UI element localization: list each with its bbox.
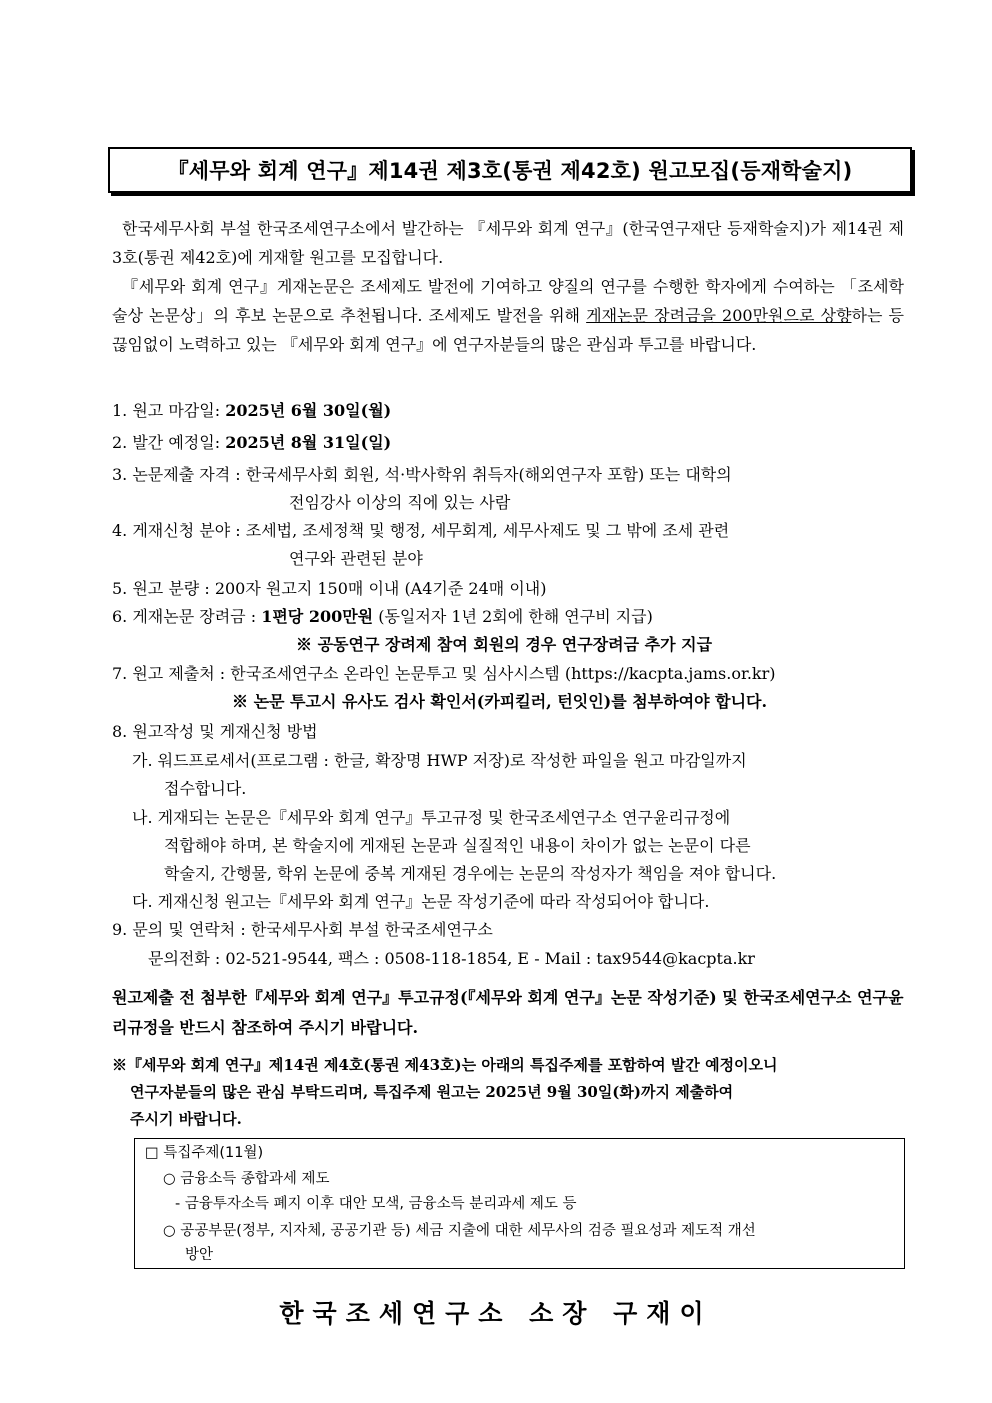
fields-label: 4. 게재신청 분야 :	[112, 521, 246, 540]
publication-value: 2025년 8월 31일(일)	[225, 433, 392, 452]
topic-1: ○ 금융소득 종합과세 제도	[163, 1171, 330, 1187]
signature: 한국조세연구소 소장 구재이	[279, 1299, 713, 1328]
reward-value: 1편당 200만원	[261, 607, 374, 626]
method-a-1: 가. 워드프로세서(프로그램 : 한글, 확장명 HWP 저장)로 작성한 파일을 원고 마감일까지	[132, 751, 747, 770]
method-b-3: 학술지, 간행물, 학위 논문에 중복 게재된 경우에는 논문의 작성자가 책임을 져야 합니다.	[164, 864, 777, 883]
item-submission: 7. 원고 제출처 : 한국조세연구소 온라인 논문투고 및 심사시스템 (https://kacpta.jams.or.kr)	[112, 664, 776, 683]
deadline-value: 2025년 6월 30일(월)	[225, 401, 392, 420]
topics-header: □ 특집주제(11월)	[145, 1145, 264, 1161]
deadline-label: 1. 원고 마감일:	[112, 401, 226, 420]
item-contact: 9. 문의 및 연락처 : 한국세무사회 부설 한국조세연구소	[112, 920, 493, 939]
fields-value-2: 연구와 관련된 분야	[289, 549, 423, 568]
item-length: 5. 원고 분량 : 200자 원고지 150매 이내 (A4기준 24매 이내)	[112, 579, 547, 598]
reward-label: 6. 게재논문 장려금 :	[112, 607, 262, 626]
publication-label: 2. 발간 예정일:	[112, 433, 226, 452]
item-eligibility	[112, 461, 732, 489]
method-c: 다. 게재신청 원고는『세무와 회계 연구』논문 작성기준에 따라 작성되어야 합니다.	[132, 892, 710, 911]
method-a-2: 접수합니다.	[164, 779, 247, 798]
title-box	[108, 147, 912, 193]
intro-paragraph-1: 한국세무사회 부설 한국조세연구소에서 발간하는 『세무와 회계 연구』(한국연구재단 등재학술지)가 제14권 제3호(통권 제42호)에 게재할 원고를 모집합니다.	[112, 219, 904, 267]
special-issue-notice-3: 주시기 바랍니다.	[130, 1110, 242, 1128]
submission-star-note: ※ 논문 투고시 유사도 검사 확인서(카피킬러, 턴잇인)를 첨부하여야 합니다.	[232, 692, 768, 711]
item-fields	[112, 517, 729, 545]
topic-2-line-2: 방안	[185, 1247, 214, 1263]
contact-details: 문의전화 : 02-521-9544, 팩스 : 0508-118-1854, E - Mail : tax9544@kacpta.kr	[148, 949, 755, 968]
intro-paragraph-2	[112, 272, 904, 359]
intro-text-b: 하는 등 끊임없이 노력하고 있는 『세무와 회계 연구』에 연구자분들의 많은 관심과 투고를 바랍니다.	[112, 306, 904, 354]
underlined-reward: 게재논문 장려금을 200만원으로 상향	[586, 306, 852, 325]
special-issue-notice-1: ※『세무와 회계 연구』제14권 제4호(통권 제43호)는 아래의 특집주제를 포함하여 발간 예정이오니	[112, 1056, 778, 1074]
item-reward	[112, 603, 653, 631]
item-deadline	[112, 397, 391, 425]
special-topics-box	[134, 1138, 905, 1269]
item-method: 8. 원고작성 및 게재신청 방법	[112, 722, 318, 741]
topic-2-line-1: ○ 공공부문(정부, 지자체, 공공기관 등) 세금 지출에 대한 세무사의 검증 필요성과 제도적 개선	[163, 1223, 756, 1239]
reference-notice: 원고제출 전 첨부한『세무와 회계 연구』투고규정(『세무와 회계 연구』논문 작성기준) 및 한국조세연구소 연구윤리규정을 반드시 참조하여 주시기 바랍니다.	[112, 988, 904, 1037]
page-title: 『세무와 회계 연구』제14권 제3호(통권 제42호) 원고모집(등재학술지)	[167, 159, 853, 183]
special-issue-notice-2: 연구자분들의 많은 관심 부탁드리며, 특집주제 원고는 2025년 9월 30일(화)까지 제출하여	[130, 1083, 734, 1101]
method-b-1: 나. 게재되는 논문은『세무와 회계 연구』투고규정 및 한국조세연구소 연구윤리규정에	[132, 808, 731, 827]
eligibility-value-1: 한국세무사회 회원, 석·박사학위 취득자(해외연구자 포함) 또는 대학의	[245, 465, 732, 484]
topic-1-sub: - 금융투자소득 폐지 이후 대안 모색, 금융소득 분리과세 제도 등	[175, 1196, 577, 1212]
fields-value-1: 조세법, 조세정책 및 행정, 세무회계, 세무사제도 및 그 밖에 조세 관련	[245, 521, 730, 540]
method-b-2: 적합해야 하며, 본 학술지에 게재된 논문과 실질적인 내용이 차이가 없는 논문이 다른	[164, 836, 751, 855]
reward-note: (동일저자 1년 2회에 한해 연구비 지급)	[373, 607, 653, 626]
intro-text-a: 『세무와 회계 연구』게재논문은 조세제도 발전에 기여하고 양질의 연구를 수행한 학자에게 수여하는 「조세학술상 논문상」의 후보 논문으로 추천됩니다. 조세제도 발전을 위해	[112, 277, 904, 325]
eligibility-value-2: 전임강사 이상의 직에 있는 사람	[289, 493, 511, 512]
eligibility-label: 3. 논문제출 자격 :	[112, 465, 246, 484]
item-publication-date	[112, 429, 391, 457]
reward-star-note: ※ 공동연구 장려제 참여 회원의 경우 연구장려금 추가 지급	[296, 635, 713, 654]
